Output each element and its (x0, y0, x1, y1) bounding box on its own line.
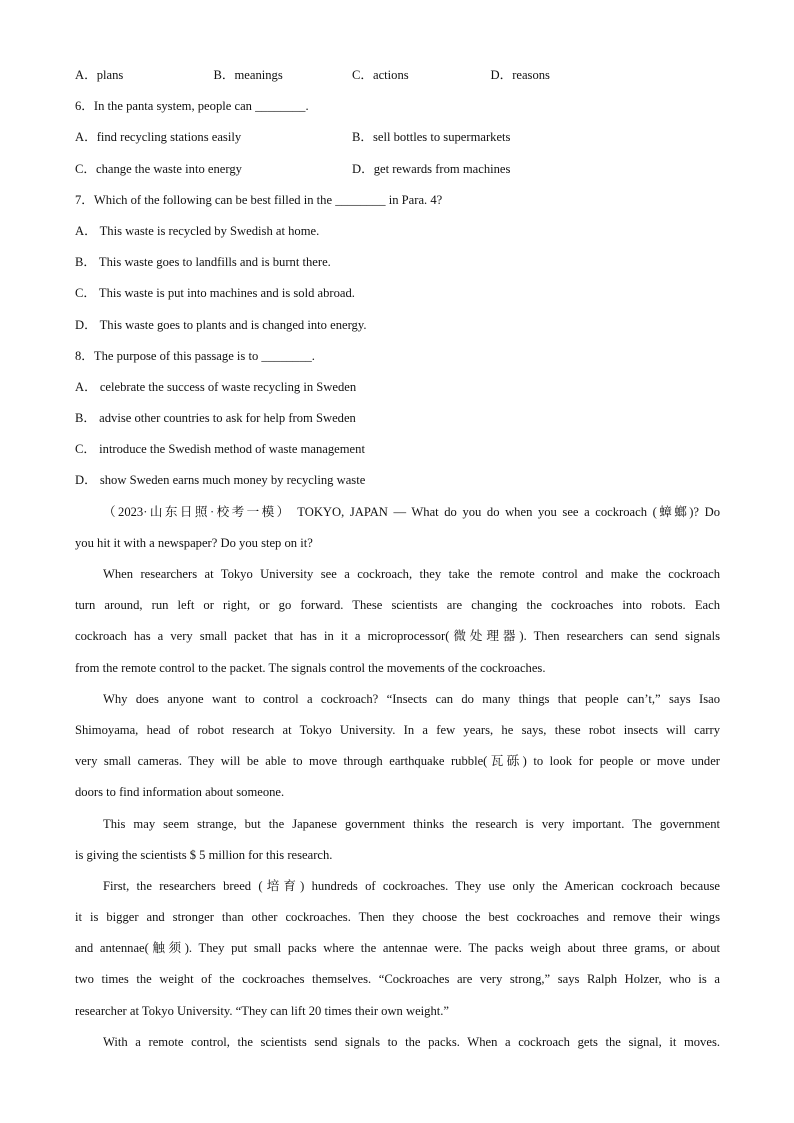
option-d: D．reasons (490, 68, 550, 82)
passage-paragraph-5 (75, 871, 720, 1027)
option-b: B．sell bottles to supermarkets (352, 130, 511, 145)
paragraph-line: turn around, run left or right, or go forward. These scientists are changing the cockroaches into robots. Each (75, 598, 720, 613)
paragraph-line: very small cameras. They will be able to move through earthquake rubble(瓦砾) to look for people or move under (75, 754, 720, 769)
paragraph-line: cockroach has a very small packet that has in it a microprocessor(微处理器). Then researchers can send signals (75, 629, 720, 644)
q6-options-row-1 (75, 122, 720, 153)
document-page (75, 60, 720, 1058)
option-a: A． celebrate the success of waste recycling in Sweden (75, 379, 357, 394)
q6-options-row-2 (75, 154, 720, 185)
option-a: A． This waste is recycled by Swedish at home. (75, 223, 320, 238)
passage-paragraph-6 (75, 1027, 720, 1058)
q5-options (75, 60, 720, 91)
q7-stem: 7．Which of the following can be best filled in the ________ in Para. 4? (75, 192, 443, 207)
paragraph-line: researcher at Tokyo University. “They can lift 20 times their own weight.” (75, 1003, 450, 1018)
paragraph-line: and antennae(触须). They put small packs where the antennae were. The packs weigh about three grams, or about (75, 941, 720, 956)
option-d: D． show Sweden earns much money by recycling waste (75, 473, 366, 488)
paragraph-line: doors to find information about someone. (75, 785, 285, 800)
paragraph-line: is giving the scientists $ 5 million for this research. (75, 847, 333, 862)
passage-paragraph-1 (75, 497, 720, 559)
paragraph-line: Why does anyone want to control a cockroach? “Insects can do many things that people can’t,” says Isao (103, 691, 720, 706)
option-c: C． introduce the Swedish method of waste management (75, 442, 365, 457)
passage-paragraph-3 (75, 684, 720, 809)
q8-stem: 8．The purpose of this passage is to ________. (75, 348, 315, 363)
paragraph-line: This may seem strange, but the Japanese government thinks the research is very important. The government (103, 816, 720, 831)
paragraph-line: you hit it with a newspaper? Do you step on it? (75, 535, 313, 550)
passage-paragraph-2 (75, 559, 720, 684)
option-b: B． advise other countries to ask for help from Sweden (75, 411, 356, 426)
paragraph-line: （2023·山东日照·校考一模） TOKYO, JAPAN — What do you do when you see a cockroach (蟑螂)? Do (103, 504, 720, 519)
option-c: C．actions (352, 68, 409, 82)
paragraph-line: Shimoyama, head of robot research at Tokyo University. In a few years, he says, these robot insects will carry (75, 722, 720, 737)
paragraph-line: First, the researchers breed (培育) hundreds of cockroaches. They use only the American cockroach because (103, 878, 720, 893)
option-a: A．find recycling stations easily (75, 130, 242, 145)
option-d: D．get rewards from machines (352, 161, 511, 176)
option-a: A．plans (75, 68, 124, 82)
passage-paragraph-4 (75, 809, 720, 871)
paragraph-line: two times the weight of the cockroaches themselves. “Cockroaches are very strong,” says Ralph Holzer, who is a (75, 972, 720, 987)
paragraph-line: it is bigger and stronger than other cockroaches. Then they choose the best cockroaches and remove their wings (75, 910, 720, 925)
option-b: B． This waste goes to landfills and is burnt there. (75, 255, 331, 270)
option-c: C．change the waste into energy (75, 161, 242, 176)
paragraph-line: With a remote control, the scientists send signals to the packs. When a cockroach gets the signal, it moves. (103, 1034, 720, 1049)
option-c: C． This waste is put into machines and is sold abroad. (75, 286, 355, 301)
paragraph-line: When researchers at Tokyo University see a cockroach, they take the remote control and make the cockroach (103, 567, 720, 581)
paragraph-line: from the remote control to the packet. The signals control the movements of the cockroaches. (75, 660, 546, 675)
option-b: B．meanings (213, 68, 283, 82)
q6-stem: 6．In the panta system, people can ________. (75, 99, 309, 114)
option-d: D． This waste goes to plants and is changed into energy. (75, 317, 367, 332)
